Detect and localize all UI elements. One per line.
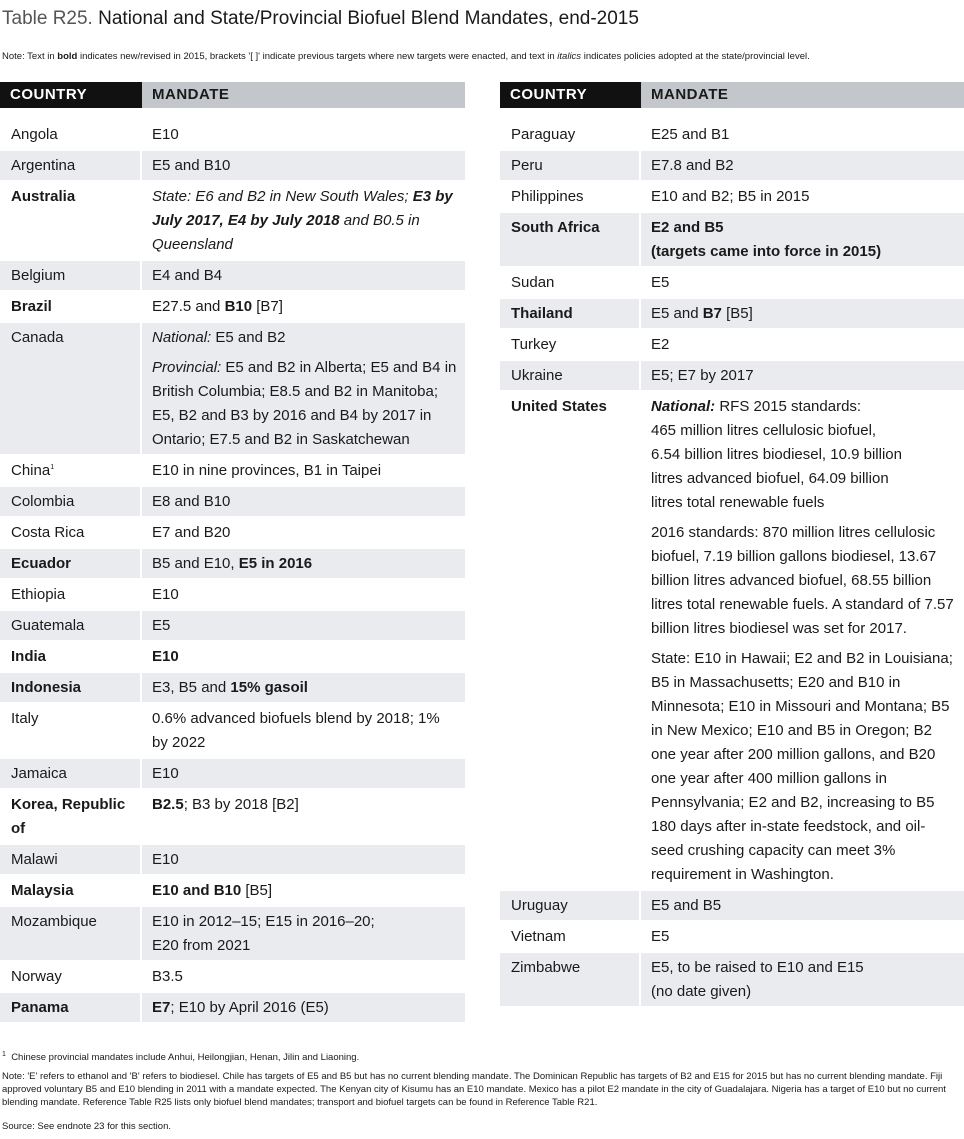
mandate-cell: [142, 704, 465, 757]
mandate-text: E2 and B5: [651, 219, 724, 236]
country-cell: [0, 611, 142, 640]
table-number: Table R25.: [2, 8, 93, 29]
mandate-paragraph: [651, 123, 956, 147]
footnote-text: Chinese provincial mandates include Anhui, Heilongjian, Henan, Jilin and Liaoning.: [11, 1052, 360, 1063]
mandate-text: E2: [651, 336, 670, 353]
country-cell: [0, 673, 142, 702]
country-name: Sudan: [511, 274, 555, 291]
mandate-text: E10 and B2; B5 in 2015: [651, 188, 810, 205]
mandate-paragraph: [651, 302, 956, 326]
table-row: [0, 516, 465, 547]
mandate-text: E5; E7 by 2017: [651, 367, 754, 384]
table-row: [0, 547, 465, 578]
table-row: [500, 390, 964, 889]
table-row: [0, 259, 465, 290]
mandate-text: E27.5 and: [152, 298, 225, 315]
mandate-cell: [641, 268, 964, 297]
table-row: [0, 321, 465, 454]
mandate-text: [B5]: [241, 882, 273, 899]
country-name: Vietnam: [511, 928, 566, 945]
mandate-text: (no date given): [651, 983, 752, 1000]
mandate-text: E3, B5 and: [152, 679, 231, 696]
country-cell: [0, 580, 142, 609]
mandate-paragraph: [152, 521, 457, 545]
footer-note: Note: 'E' refers to ethanol and 'B' refers to biodiesel. Chile has targets of E5 and B5 but has no current blending mandate. The Dominican Republic has targets of B2 and E15 for 2015 but has no current blending mandate. Fiji approved voluntary B5 and E10 blending in 2011 with a mandate expected. The Kenyan city of Kisumu has an E10 mandate. Mexico has a pilot E2 mandate in the city of Guadalajara. Nigeria has a target of E10 but no current blending mandate. Reference Table R25 lists only biofuel blend mandates; transport and biofuel targets can be found in Reference Table R21.: [2, 1071, 946, 1108]
mandate-text: National:: [651, 398, 716, 415]
mandate-text: E5: [651, 928, 670, 945]
mandate-paragraph: [152, 264, 457, 288]
country-cell: [500, 151, 641, 180]
country-name: Peru: [511, 157, 543, 174]
note-text: Note: Text in: [2, 51, 58, 62]
table-title: [2, 8, 639, 30]
mandate-cell: [142, 456, 465, 485]
note-text: italics: [557, 51, 582, 62]
mandate-cell: [142, 487, 465, 516]
country-name: Zimbabwe: [511, 959, 581, 976]
country-name: Ukraine: [511, 367, 563, 384]
country-name: Thailand: [511, 305, 573, 322]
note-text: indicates policies adopted at the state/provincial level.: [581, 51, 810, 62]
mandate-text: ; B3 by 2018 [B2]: [183, 796, 299, 813]
mandate-cell: [641, 120, 964, 149]
mandate-text: 465 million litres cellulosic biofuel,: [651, 422, 877, 439]
mandate-text: [B7]: [252, 298, 283, 315]
footnote-1: [2, 1051, 964, 1064]
country-name: Canada: [11, 329, 64, 346]
mandate-paragraph: [651, 925, 956, 949]
table-title-text: National and State/Provincial Biofuel Blend Mandates, end-2015: [98, 8, 639, 29]
mandate-paragraph: [651, 364, 956, 388]
mandate-text: E5 and B10: [152, 157, 231, 174]
mandate-text: E5 in 2016: [238, 555, 313, 572]
mandate-cell: [142, 759, 465, 788]
mandate-cell: [142, 151, 465, 180]
mandate-cell: [142, 907, 465, 960]
country-name: Angola: [11, 126, 58, 143]
country-cell: [0, 759, 142, 788]
country-name: India: [11, 648, 47, 665]
mandate-cell: [142, 962, 465, 991]
mandate-text: E20 from 2021: [152, 937, 251, 954]
mandate-text: E5, to be raised to E10 and E15: [651, 959, 864, 976]
mandate-text: E7 and B20: [152, 524, 231, 541]
table-row: [0, 180, 465, 259]
mandate-text: E7.8 and B2: [651, 157, 734, 174]
mandate-text: E5 and: [651, 305, 703, 322]
mandate-text: litres total renewable fuels: [651, 494, 825, 511]
country-name: Costa Rica: [11, 524, 85, 541]
table-row: [500, 211, 964, 266]
table-row: [0, 702, 465, 757]
mandate-text: E5 and B5: [651, 897, 722, 914]
mandate-cell: [142, 673, 465, 702]
country-name: Jamaica: [11, 765, 67, 782]
header-country: COUNTRY: [500, 82, 641, 108]
table-row: [0, 757, 465, 788]
mandate-text: E8 and B10: [152, 493, 231, 510]
country-cell: [500, 330, 641, 359]
country-cell: [0, 120, 142, 149]
left-table: [0, 82, 465, 1022]
table-row: [500, 180, 964, 211]
table-row: [500, 951, 964, 1006]
country-name: Guatemala: [11, 617, 85, 634]
mandate-text: National:: [152, 329, 212, 346]
country-cell: [0, 907, 142, 960]
table-row: [0, 640, 465, 671]
mandate-text: and B0.5 in Queensland: [152, 212, 420, 253]
mandate-cell: [641, 299, 964, 328]
mandate-paragraph: [152, 879, 457, 903]
mandate-cell: [641, 330, 964, 359]
mandate-text: E10: [152, 851, 179, 868]
mandate-paragraph: [651, 956, 956, 1004]
mandate-paragraph: [651, 647, 956, 887]
mandate-text: B2.5: [152, 796, 184, 813]
table-row: [0, 120, 465, 149]
country-name: South Africa: [511, 219, 600, 236]
note-text: indicates new/revised in 2015, brackets '[ ]' indicate previous targets where new targets were enacted, and text in: [77, 51, 558, 62]
mandate-paragraph: [651, 333, 956, 357]
right-table: [500, 82, 964, 1006]
mandate-paragraph: [152, 154, 457, 178]
mandate-cell: [142, 993, 465, 1022]
country-name: Colombia: [11, 493, 75, 510]
mandate-text: E4 and B4: [152, 267, 223, 284]
country-name: Uruguay: [511, 897, 568, 914]
mandate-text: E10 in 2012–15; E15 in 2016–20;: [152, 913, 375, 930]
table-row: [0, 290, 465, 321]
table-row: [0, 843, 465, 874]
mandate-cell: [142, 549, 465, 578]
table-row: [500, 328, 964, 359]
mandate-paragraph: [152, 793, 457, 817]
table-row: [500, 920, 964, 951]
mandate-text: E10 and B10: [152, 882, 242, 899]
mandate-text: B3.5: [152, 968, 183, 985]
country-name: Belgium: [11, 267, 66, 284]
table-header: [500, 82, 964, 108]
footnote-marker: 1: [2, 1050, 6, 1058]
mandate-text: E5: [152, 617, 171, 634]
country-cell: [500, 361, 641, 390]
table-row: [0, 485, 465, 516]
country-cell: [500, 213, 641, 266]
mandate-paragraph: [152, 910, 457, 958]
mandate-cell: [641, 182, 964, 211]
header-mandate: MANDATE: [641, 82, 964, 108]
mandate-text: E10: [152, 126, 179, 143]
table-row: [500, 120, 964, 149]
country-cell: [0, 518, 142, 547]
country-cell: [0, 993, 142, 1022]
mandate-text: (targets came into force in 2015): [651, 243, 882, 260]
country-name: Malaysia: [11, 882, 74, 899]
country-name: Ethiopia: [11, 586, 66, 603]
country-cell: [0, 845, 142, 874]
source-note: Source: See endnote 23 for this section.: [2, 1121, 171, 1132]
country-cell: [0, 704, 142, 757]
mandate-paragraph: [152, 490, 457, 514]
mandate-text: litres advanced biofuel, 64.09 billion: [651, 470, 889, 487]
mandate-text: E3 by July 2017, E4 by July 2018: [152, 188, 453, 229]
mandate-cell: [641, 213, 964, 266]
mandate-cell: [142, 518, 465, 547]
mandate-cell: [142, 261, 465, 290]
country-cell: [500, 922, 641, 951]
country-cell: [500, 392, 641, 889]
mandate-text: E10 in nine provinces, B1 in Taipei: [152, 462, 382, 479]
mandate-paragraph: [152, 123, 457, 147]
mandate-paragraph: [651, 185, 956, 209]
mandate-cell: [641, 953, 964, 1006]
country-cell: [0, 323, 142, 454]
table-row: [0, 991, 465, 1022]
mandate-text: E5 and B2 in Alberta; E5 and B4 in British Columbia; E8.5 and B2 in Manitoba; E5, B2 and B3 by 2016 and B4 by 2017 in Ontario; E7.5 and B2 in Saskatchewan: [152, 359, 457, 448]
mandate-paragraph: [152, 185, 457, 257]
mandate-paragraph: [651, 154, 956, 178]
mandate-paragraph: [651, 395, 956, 515]
mandate-paragraph: [152, 996, 457, 1020]
mandate-cell: [142, 323, 465, 454]
mandate-paragraph: [152, 356, 457, 452]
note-text: bold: [57, 51, 78, 62]
country-cell: [500, 891, 641, 920]
mandate-text: E10: [152, 586, 179, 603]
mandate-text: E7: [152, 999, 171, 1016]
mandate-text: State: E10 in Hawaii; E2 and B2 in Louisiana; B5 in Massachusetts; E20 and B10 in Minnesota; E10 in Missouri and Montana; B5 in New Mexico; E10 and B5 in Oregon; B2 one year after 200 million gallons, and B20 one year after 400 million gallons in Pennsylvania; E2 and B2, increasing to B5 180 days after in-state feedstock, and oil-seed crushing capacity can meet 3% requirement in Washington.: [651, 650, 953, 883]
country-name: Turkey: [511, 336, 557, 353]
table-row: [0, 578, 465, 609]
header-mandate: MANDATE: [142, 82, 465, 108]
country-cell: [0, 151, 142, 180]
mandate-cell: [142, 611, 465, 640]
table-row: [0, 671, 465, 702]
country-cell: [500, 268, 641, 297]
mandate-text: B7: [702, 305, 722, 322]
country-cell: [0, 642, 142, 671]
mandate-text: Provincial:: [152, 359, 222, 376]
mandate-text: 0.6% advanced biofuels blend by 2018; 1% by 2022: [152, 710, 440, 751]
footnote-ref: 1: [50, 464, 55, 471]
mandate-paragraph: [651, 521, 956, 641]
table-row: [0, 874, 465, 905]
country-name: Ecuador: [11, 555, 72, 572]
country-cell: [0, 962, 142, 991]
mandate-paragraph: [651, 216, 956, 264]
table-row: [500, 266, 964, 297]
mandate-text: E25 and B1: [651, 126, 730, 143]
table-row: [0, 960, 465, 991]
mandate-cell: [142, 845, 465, 874]
mandate-cell: [641, 922, 964, 951]
mandate-text: RFS 2015 standards:: [715, 398, 862, 415]
country-cell: [500, 953, 641, 1006]
country-name: Philippines: [511, 188, 584, 205]
mandate-paragraph: [152, 295, 457, 319]
table-row: [500, 359, 964, 390]
country-name: Mozambique: [11, 913, 97, 930]
table-row: [0, 454, 465, 485]
country-cell: [0, 790, 142, 843]
country-cell: [0, 292, 142, 321]
mandate-text: E5: [651, 274, 670, 291]
country-cell: [0, 182, 142, 259]
mandate-cell: [142, 876, 465, 905]
mandate-cell: [142, 790, 465, 843]
table-row: [500, 889, 964, 920]
country-name: Argentina: [11, 157, 76, 174]
mandate-cell: [641, 361, 964, 390]
mandate-cell: [142, 642, 465, 671]
table-row: [0, 905, 465, 960]
country-cell: [500, 299, 641, 328]
mandate-paragraph: [152, 583, 457, 607]
mandate-cell: [142, 120, 465, 149]
country-name: Panama: [11, 999, 69, 1016]
mandate-text: 6.54 billion litres biodiesel, 10.9 billion: [651, 446, 902, 463]
mandate-paragraph: [152, 707, 457, 755]
mandate-paragraph: [651, 271, 956, 295]
country-name: Korea, Republic of: [11, 796, 126, 837]
country-name: Indonesia: [11, 679, 82, 696]
table-row: [500, 149, 964, 180]
country-name: Paraguay: [511, 126, 576, 143]
country-cell: [0, 876, 142, 905]
mandate-paragraph: [152, 552, 457, 576]
header-country: COUNTRY: [0, 82, 142, 108]
mandate-paragraph: [152, 459, 457, 483]
mandate-paragraph: [152, 645, 457, 669]
mandate-cell: [641, 891, 964, 920]
mandate-text: [B5]: [721, 305, 753, 322]
mandate-text: E10: [152, 648, 179, 665]
mandate-text: B5 and E10,: [152, 555, 239, 572]
mandate-paragraph: [152, 676, 457, 700]
right-rows: [500, 120, 964, 1006]
mandate-cell: [142, 182, 465, 259]
table-row: [500, 297, 964, 328]
country-cell: [0, 549, 142, 578]
country-cell: [500, 182, 641, 211]
country-name: Malawi: [11, 851, 58, 868]
mandate-paragraph: [152, 326, 457, 350]
mandate-text: 15% gasoil: [230, 679, 308, 696]
mandate-text: B10: [224, 298, 253, 315]
mandate-cell: [142, 292, 465, 321]
country-cell: [0, 261, 142, 290]
mandate-paragraph: [152, 614, 457, 638]
country-cell: [0, 456, 142, 485]
mandate-paragraph: [152, 848, 457, 872]
mandate-text: E10: [152, 765, 179, 782]
country-cell: [0, 487, 142, 516]
mandate-paragraph: [651, 894, 956, 918]
country-name: Italy: [11, 710, 39, 727]
table-row: [0, 149, 465, 180]
mandate-cell: [641, 151, 964, 180]
mandate-text: E5 and B2: [211, 329, 286, 346]
table-note: [2, 51, 962, 62]
left-rows: [0, 120, 465, 1022]
country-name: Australia: [11, 188, 76, 205]
country-name: Norway: [11, 968, 62, 985]
country-cell: [500, 120, 641, 149]
mandate-cell: [641, 392, 964, 889]
mandate-cell: [142, 580, 465, 609]
mandate-paragraph: [152, 965, 457, 989]
table-row: [0, 788, 465, 843]
mandate-text: ; E10 by April 2016 (E5): [170, 999, 329, 1016]
country-name: Brazil: [11, 298, 52, 315]
table-header: [0, 82, 465, 108]
mandate-paragraph: [152, 762, 457, 786]
country-name: China: [11, 462, 51, 479]
country-name: United States: [511, 398, 607, 415]
table-row: [0, 609, 465, 640]
mandate-text: 2016 standards: 870 million litres cellulosic biofuel, 7.19 billion gallons biodiesel, 13.67 billion litres advanced biofuel, 68.55 billion litres total renewable fuels. A standard of 7.57 billion litres biodiesel was set for 2017.: [651, 524, 954, 637]
mandate-text: State: E6 and B2 in New South Wales;: [152, 188, 413, 205]
